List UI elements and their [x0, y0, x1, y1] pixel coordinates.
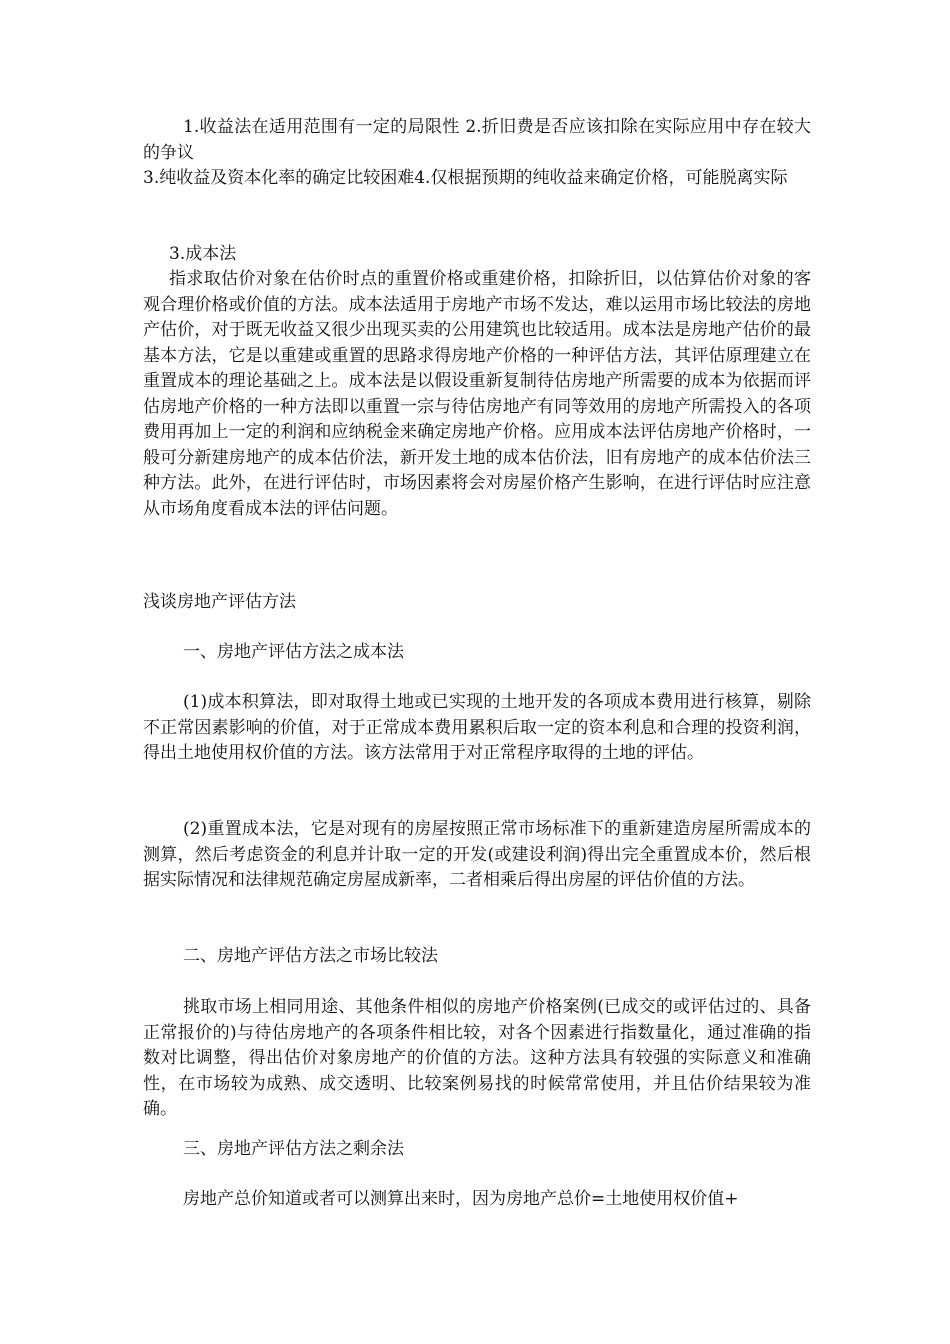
paragraph-cost-accumulation: (1)成本积算法，即对取得土地或已实现的土地开发的各项成本费用进行核算，剔除不正常因素影响的价值，对于正常成本费用累积后取一定的资本利息和合理的投资利润，得出土地使用权价值的方法。该方法常用于对正常程序取得的土地的评估。	[143, 692, 811, 763]
heading-market-comparison: 二、房地产评估方法之市场比较法	[183, 946, 438, 966]
heading-residual-method: 三、房地产评估方法之剩余法	[183, 1139, 404, 1159]
paragraph-replacement-cost: (2)重置成本法，它是对现有的房屋按照正常市场标准下的重新建造房屋所需成本的测算，然后考虑资金的利息并计取一定的开发(或建设利润)得出完全重置成本价，然后根据实际情况和法律规范确定房屋成新率，二者相乘后得出房屋的评估价值的方法。	[143, 819, 811, 890]
paragraph-cost-method-definition: 指求取估价对象在估价时点的重置价格或重建价格，扣除折旧，以估算估价对象的客观合理价格或价值的方法。成本法适用于房地产市场不发达，难以运用市场比较法的房地产估价，对于既无收益又很少出现买卖的公用建筑也比较适用。成本法是房地产估价的最基本方法，它是以重建或重置的思路求得房地产价格的一种评估方法，其评估原理建立在重置成本的理论基础之上。成本法是以假设重新复制待估房地产所需要的成本为依据而评估房地产价格的一种方法即以重置一宗与待估房地产有同等效用的房地产所需投入的各项费用再加上一定的利润和应纳税金来确定房地产价格。应用成本法评估房地产价格时，一般可分新建房地产的成本估价法，新开发土地的成本估价法，旧有房地产的成本估价法三种方法。此外，在进行评估时，市场因素将会对房屋价格产生影响，在进行评估时应注意从市场角度看成本法的评估问题。	[143, 269, 811, 519]
section-heading-cost-method: 3.成本法	[169, 244, 237, 264]
paragraph-income-method-limitations-2: 3.纯收益及资本化率的确定比较困难4.仅根据预期的纯收益来确定价格，可能脱离实际	[143, 168, 788, 188]
paragraph-income-method-limitations-1: 1.收益法在适用范围有一定的局限性 2.折旧费是否应该扣除在实际应用中存在较大的争议	[143, 117, 811, 163]
heading-cost-method: 一、房地产评估方法之成本法	[183, 642, 404, 662]
paragraph-residual-method: 房地产总价知道或者可以测算出来时，因为房地产总价=土地使用权价值+	[183, 1189, 739, 1209]
article-title: 浅谈房地产评估方法	[143, 592, 296, 612]
paragraph-market-comparison: 挑取市场上相同用途、其他条件相似的房地产价格案例(已成交的或评估过的、具备正常报价的)与待估房地产的各项条件相比较，对各个因素进行指数量化，通过准确的指数对比调整，得出估价对象房地产的价值的方法。这种方法具有较强的实际意义和准确性，在市场较为成熟、成交透明、比较案例易找的时候常常使用，并且估价结果较为准确。	[143, 997, 811, 1119]
